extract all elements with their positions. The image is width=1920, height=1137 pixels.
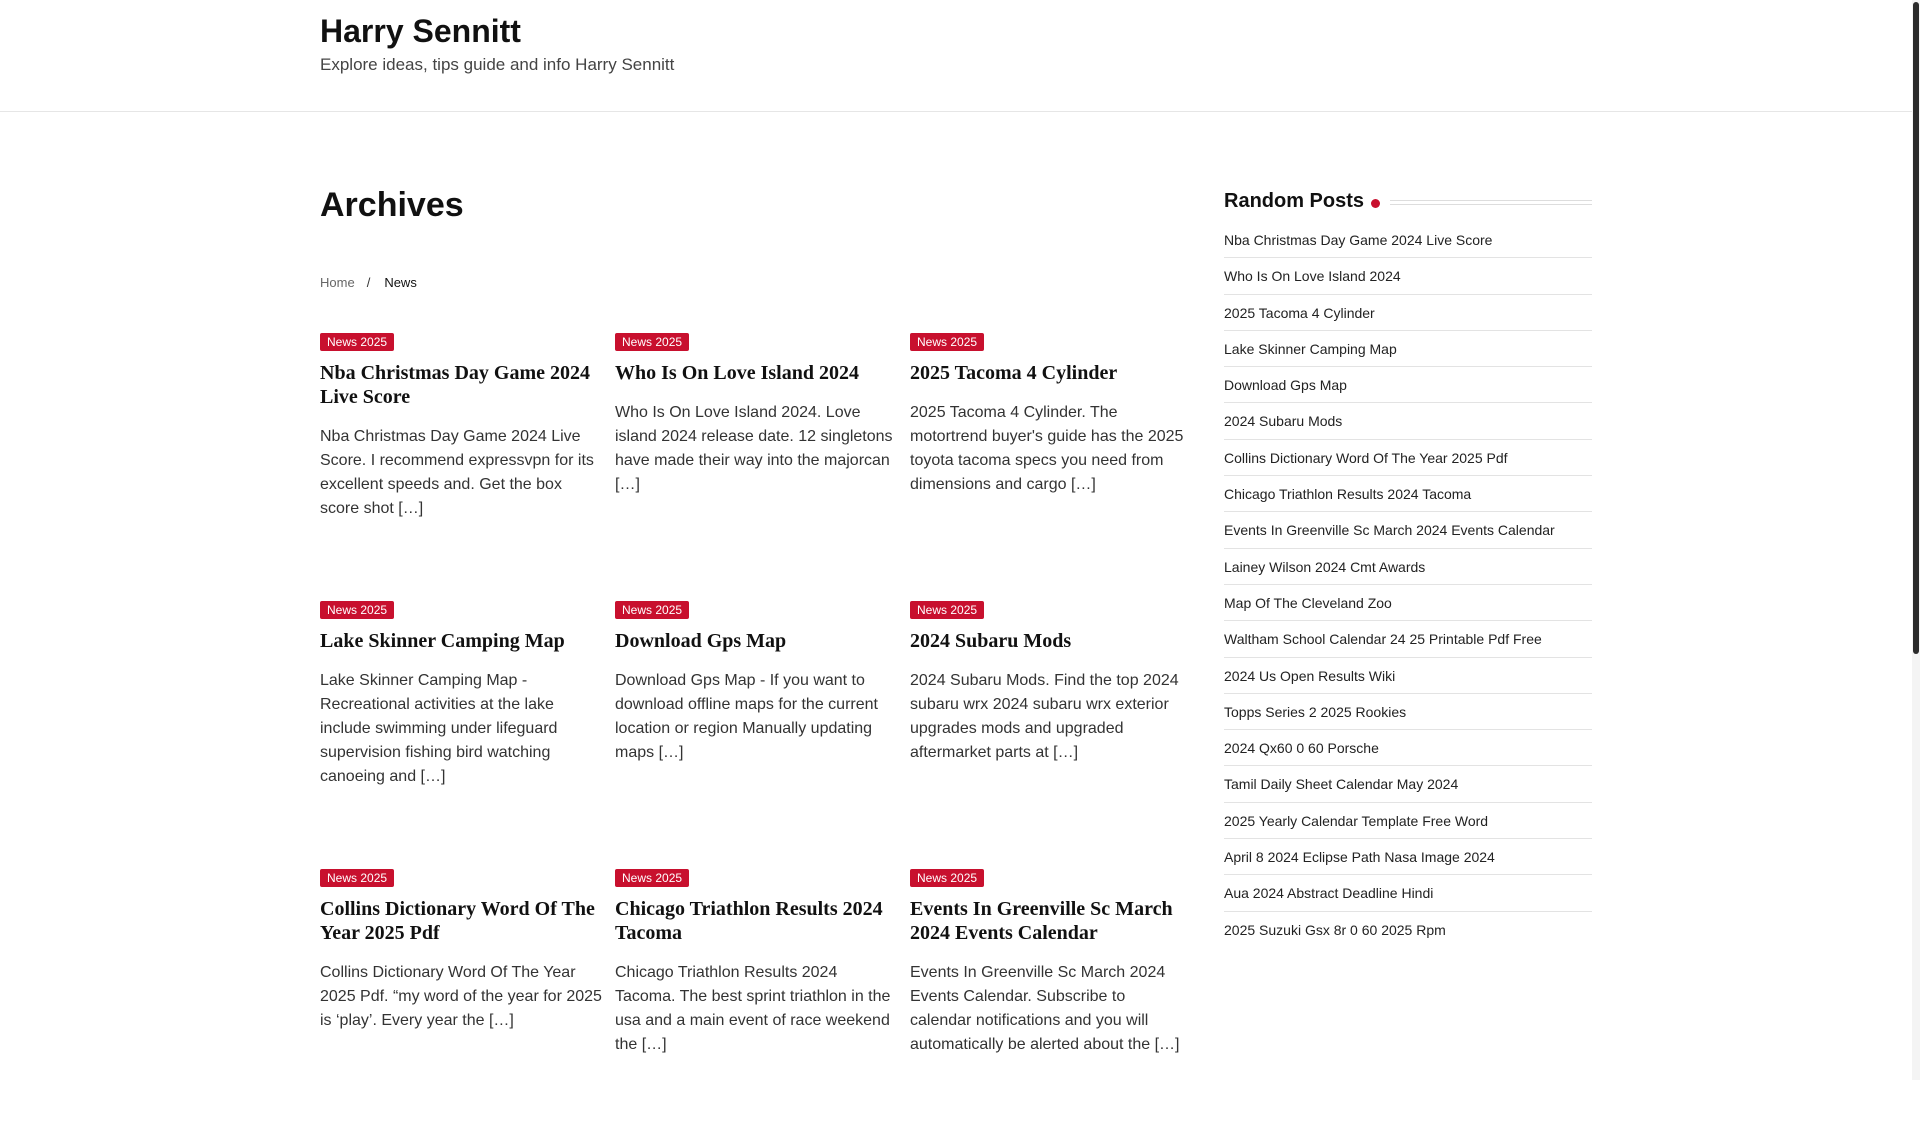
post-card [615,869,910,1137]
random-post-link[interactable]: Events In Greenville Sc March 2024 Events Calendar [1224,512,1592,548]
page-title: Archives [320,186,464,224]
category-badge[interactable]: News 2025 [320,333,394,351]
category-badge[interactable]: News 2025 [910,601,984,619]
random-post-link[interactable]: 2024 Subaru Mods [1224,403,1592,439]
post-title-link[interactable]: Events In Greenville Sc March 2024 Events Calendar [910,898,1173,944]
random-post-link[interactable]: 2024 Us Open Results Wiki [1224,658,1592,694]
random-post-link[interactable]: April 8 2024 Eclipse Path Nasa Image 2024 [1224,839,1592,875]
random-post-link[interactable]: Nba Christmas Day Game 2024 Live Score [1224,222,1592,258]
title-dot-icon [1371,199,1380,208]
post-title-link[interactable]: Who Is On Love Island 2024 [615,362,859,384]
scrollbar-thumb[interactable] [1913,2,1919,654]
random-posts-header [1224,190,1592,218]
category-badge[interactable]: News 2025 [615,869,689,887]
post-excerpt: Collins Dictionary Word Of The Year 2025 Pdf. “my word of the year for 2025 is ‘play’. Every year the […] [320,964,602,1029]
post-title-link[interactable]: Collins Dictionary Word Of The Year 2025 Pdf [320,898,595,944]
category-badge[interactable]: News 2025 [320,601,394,619]
random-post-link[interactable]: Waltham School Calendar 24 25 Printable Pdf Free [1224,621,1592,657]
random-post-link[interactable]: Lake Skinner Camping Map [1224,331,1592,367]
category-badge[interactable]: News 2025 [615,333,689,351]
random-post-link[interactable]: Tamil Daily Sheet Calendar May 2024 [1224,766,1592,802]
post-card [910,869,1200,1137]
post-excerpt: Lake Skinner Camping Map - Recreational activities at the lake include swimming under lifeguard supervision fishing bird watching canoeing and […] [320,672,558,785]
post-excerpt: Chicago Triathlon Results 2024 Tacoma. The best sprint triathlon in the usa and a main event of race weekend the […] [615,964,891,1053]
random-post-link[interactable]: Download Gps Map [1224,367,1592,403]
site-title[interactable]: Harry Sennitt [320,13,521,49]
post-card [320,333,615,601]
post-title-link[interactable]: 2024 Subaru Mods [910,630,1072,652]
post-excerpt: Nba Christmas Day Game 2024 Live Score. I recommend expressvpn for its excellent speeds and. Get the box score shot […] [320,428,594,517]
random-post-link[interactable]: 2024 Qx60 0 60 Porsche [1224,730,1592,766]
category-badge[interactable]: News 2025 [615,601,689,619]
post-excerpt: Download Gps Map - If you want to download offline maps for the current location or region Manually updating maps […] [615,672,878,761]
random-post-link[interactable]: Aua 2024 Abstract Deadline Hindi [1224,875,1592,911]
random-post-link[interactable]: 2025 Yearly Calendar Template Free Word [1224,803,1592,839]
breadcrumb-home-link[interactable]: Home [320,275,355,290]
breadcrumb-separator: / [366,275,371,290]
post-card [910,333,1200,601]
post-excerpt: 2024 Subaru Mods. Find the top 2024 subaru wrx 2024 subaru wrx exterior upgrades mods and upgraded aftermarket parts at […] [910,672,1179,761]
random-post-link[interactable]: 2025 Tacoma 4 Cylinder [1224,295,1592,331]
category-badge[interactable]: News 2025 [910,869,984,887]
random-post-link[interactable]: Who Is On Love Island 2024 [1224,258,1592,294]
scrollbar[interactable] [1912,0,1920,1080]
post-excerpt: Who Is On Love Island 2024. Love island 2024 release date. 12 singletons have made their way into the majorcan […] [615,404,893,493]
site-header [0,0,1912,112]
post-title-link[interactable]: Lake Skinner Camping Map [320,630,565,652]
post-title-link[interactable]: Nba Christmas Day Game 2024 Live Score [320,362,590,408]
random-post-link[interactable]: 2025 Suzuki Gsx 8r 0 60 2025 Rpm [1224,921,1446,938]
random-posts-title: Random Posts [1224,190,1374,213]
post-title-link[interactable]: 2025 Tacoma 4 Cylinder [910,362,1118,384]
post-excerpt: Events In Greenville Sc March 2024 Events Calendar. Subscribe to calendar notifications and you will automatically be alerted about the […] [910,964,1180,1053]
title-divider [1390,200,1592,205]
category-badge[interactable]: News 2025 [320,869,394,887]
post-card [320,869,615,1137]
post-title-link[interactable]: Download Gps Map [615,630,787,652]
breadcrumb-current: News [384,275,417,290]
post-card [320,601,615,869]
random-post-link[interactable]: Chicago Triathlon Results 2024 Tacoma [1224,476,1592,512]
post-card [615,601,910,869]
random-post-link[interactable]: Topps Series 2 2025 Rookies [1224,694,1592,730]
post-card [910,601,1200,869]
random-post-link[interactable]: Lainey Wilson 2024 Cmt Awards [1224,549,1592,585]
random-post-link[interactable]: Map Of The Cleveland Zoo [1224,585,1592,621]
sidebar [1224,190,1592,948]
category-badge[interactable]: News 2025 [910,333,984,351]
post-grid [320,333,1200,1137]
post-title-link[interactable]: Chicago Triathlon Results 2024 Tacoma [615,898,883,944]
post-card [615,333,910,601]
post-excerpt: 2025 Tacoma 4 Cylinder. The motortrend buyer's guide has the 2025 toyota tacoma specs you need from dimensions and cargo […] [910,404,1184,493]
random-posts-list [1224,222,1592,948]
random-post-link[interactable]: Collins Dictionary Word Of The Year 2025 Pdf [1224,440,1592,476]
site-tagline: Explore ideas, tips guide and info Harry Sennitt [320,55,675,74]
breadcrumb [320,275,417,290]
